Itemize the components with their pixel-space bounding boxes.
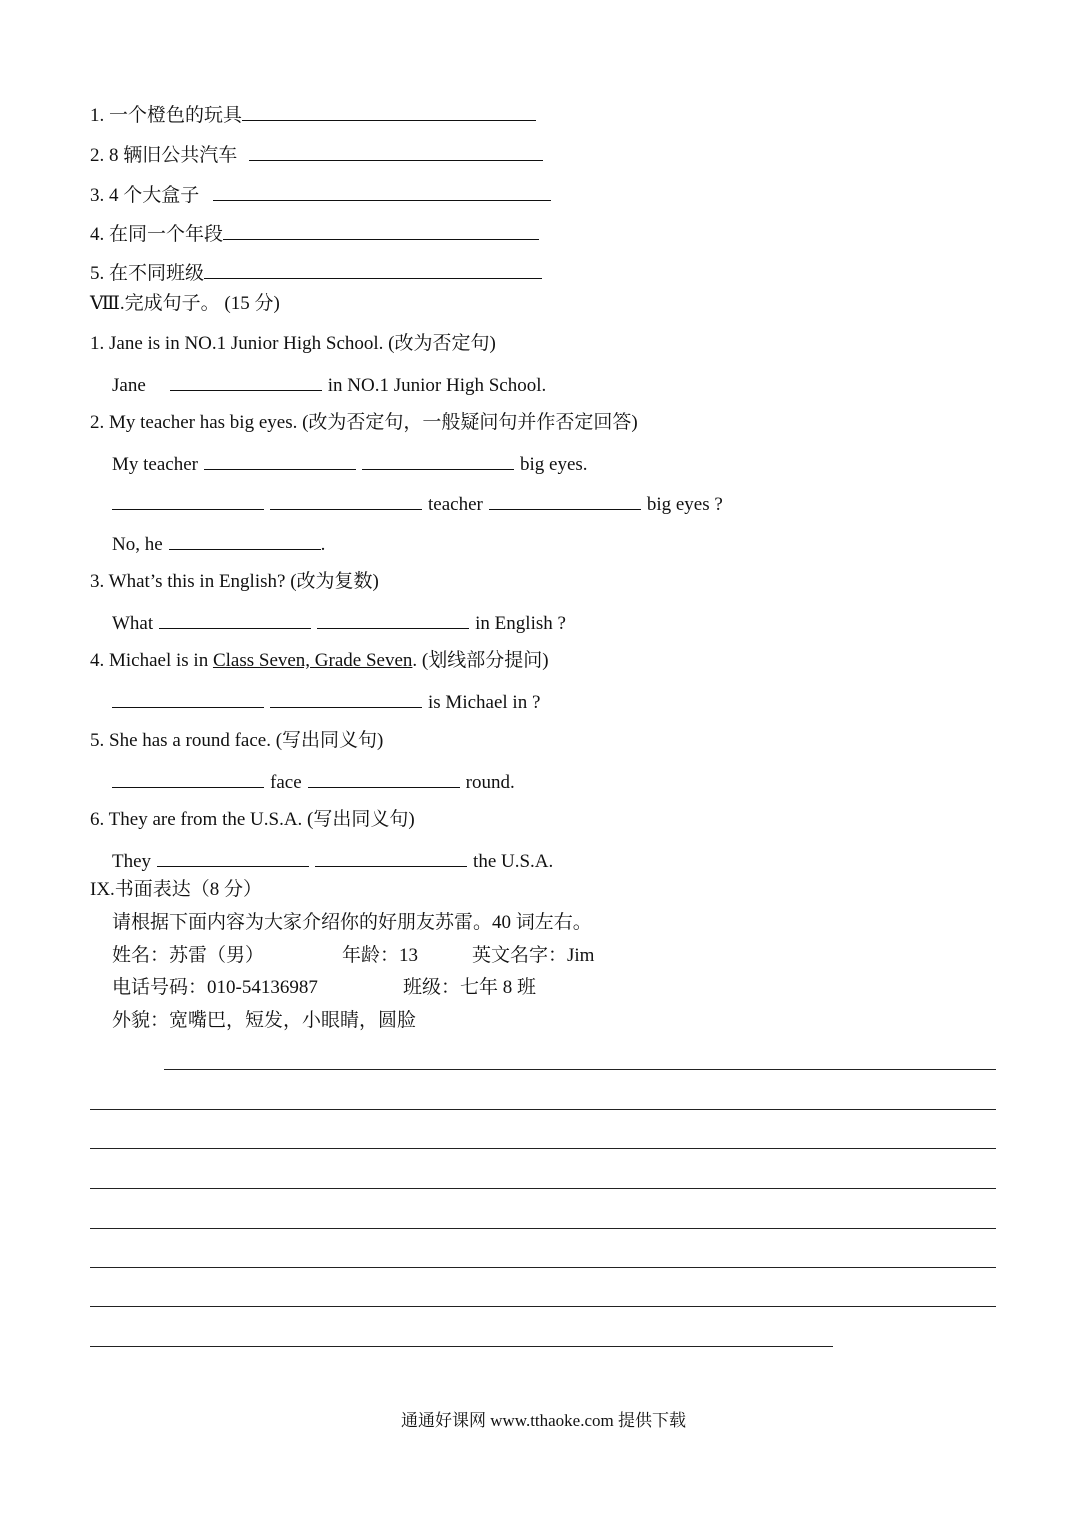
vocab-item-3 [90, 182, 551, 208]
q3-answer [112, 610, 566, 636]
answer-blank[interactable] [270, 689, 422, 708]
info-class: 班级：七年 8 班 [403, 977, 537, 998]
answer-blank[interactable] [315, 848, 467, 867]
vocab-text: 2. 8 辆旧公共汽车 [90, 145, 238, 166]
info-appearance: 外貌：宽嘴巴，短发，小眼睛，圆脸 [112, 1010, 417, 1031]
q1-answer-pre: Jane [112, 375, 146, 396]
q2-answer-mid: teacher [428, 494, 483, 515]
q5-answer-post: round. [465, 772, 515, 793]
q4-stem [90, 649, 549, 673]
q2-answer-pre-3: No, he [112, 534, 163, 555]
answer-blank[interactable] [308, 769, 460, 788]
answer-blank[interactable] [204, 260, 542, 279]
q1-stem: 1. Jane is in NO.1 Junior High School. (改为否定句) [90, 333, 496, 354]
writing-line[interactable] [90, 1228, 996, 1229]
writing-line[interactable] [164, 1069, 996, 1070]
answer-blank[interactable] [204, 451, 356, 470]
q3-answer-post: in English ? [475, 613, 566, 634]
q6-answer-pre: They [112, 851, 152, 872]
info-english-name: 英文名字：Jim [472, 945, 595, 966]
answer-blank[interactable] [242, 102, 536, 121]
vocab-text: 1. 一个橙色的玩具 [90, 105, 243, 126]
q2-answer-post-2: big eyes ? [646, 494, 723, 515]
answer-blank[interactable] [317, 610, 469, 629]
writing-line[interactable] [90, 1306, 996, 1307]
q2-answer-3 [112, 531, 325, 557]
q5-stem: 5. She has a round face. (写出同义句) [90, 730, 384, 751]
q5-answer-mid: face [270, 772, 302, 793]
writing-line[interactable] [90, 1148, 996, 1149]
answer-blank[interactable] [223, 221, 539, 240]
vocab-text: 5. 在不同班级 [90, 263, 205, 284]
vocab-text: 4. 在同一个年段 [90, 224, 224, 245]
q3-answer-pre: What [112, 613, 154, 634]
answer-blank[interactable] [157, 848, 309, 867]
answer-blank[interactable] [112, 689, 264, 708]
vocab-item-5 [90, 260, 542, 286]
q2-answer-2 [112, 491, 723, 517]
q2-answer-post: big eyes. [519, 454, 588, 475]
answer-blank[interactable] [170, 372, 322, 391]
q6-stem: 6. They are from the U.S.A. (写出同义句) [90, 809, 415, 830]
q4-answer-post: is Michael in ? [428, 692, 541, 713]
q1-answer-post: in NO.1 Junior High School. [327, 375, 547, 396]
section-9-title: IX.书面表达（8 分） [90, 879, 263, 900]
q2-stem: 2. My teacher has big eyes. (改为否定句，一般疑问句并作否定回答) [90, 412, 638, 433]
section-8-title: Ⅷ.完成句子。 (15 分) [90, 293, 280, 314]
vocab-item-2 [90, 142, 543, 168]
info-age: 年龄：13 [342, 945, 419, 966]
q6-answer-post: the U.S.A. [473, 851, 554, 872]
answer-blank[interactable] [112, 491, 264, 510]
answer-blank[interactable] [489, 491, 641, 510]
q4-stem-underlined: Class Seven, Grade Seven [212, 650, 413, 671]
vocab-text: 3. 4 个大盒子 [90, 185, 200, 206]
answer-blank[interactable] [270, 491, 422, 510]
writing-line[interactable] [90, 1109, 996, 1110]
q2-answer-period: . [320, 534, 326, 555]
writing-line[interactable] [90, 1188, 996, 1189]
answer-blank[interactable] [159, 610, 311, 629]
q6-answer [112, 848, 553, 874]
q4-stem-post: . (划线部分提问) [412, 650, 549, 671]
answer-blank[interactable] [169, 531, 321, 550]
footer-text: 通通好课网 www.tthaoke.com 提供下载 [400, 1411, 687, 1430]
q5-answer [112, 769, 515, 795]
answer-blank[interactable] [112, 769, 264, 788]
q4-answer [112, 689, 540, 715]
writing-instruction: 请根据下面内容为大家介绍你的好朋友苏雷。40 词左右。 [112, 912, 592, 933]
info-phone: 电话号码：010-54136987 [112, 977, 318, 998]
q1-answer [112, 372, 546, 398]
vocab-item-4 [90, 221, 539, 247]
answer-blank[interactable] [213, 182, 551, 201]
q3-stem: 3. What’s this in English? (改为复数) [90, 571, 379, 592]
q2-answer-pre: My teacher [112, 454, 198, 475]
answer-blank[interactable] [362, 451, 514, 470]
q2-answer-1 [112, 451, 588, 477]
writing-line[interactable] [90, 1346, 833, 1347]
answer-blank[interactable] [249, 142, 543, 161]
writing-line[interactable] [90, 1267, 996, 1268]
vocab-item-1 [90, 102, 536, 128]
info-name: 姓名：苏雷（男） [112, 945, 265, 966]
q4-stem-pre: 4. Michael is in [90, 650, 213, 671]
